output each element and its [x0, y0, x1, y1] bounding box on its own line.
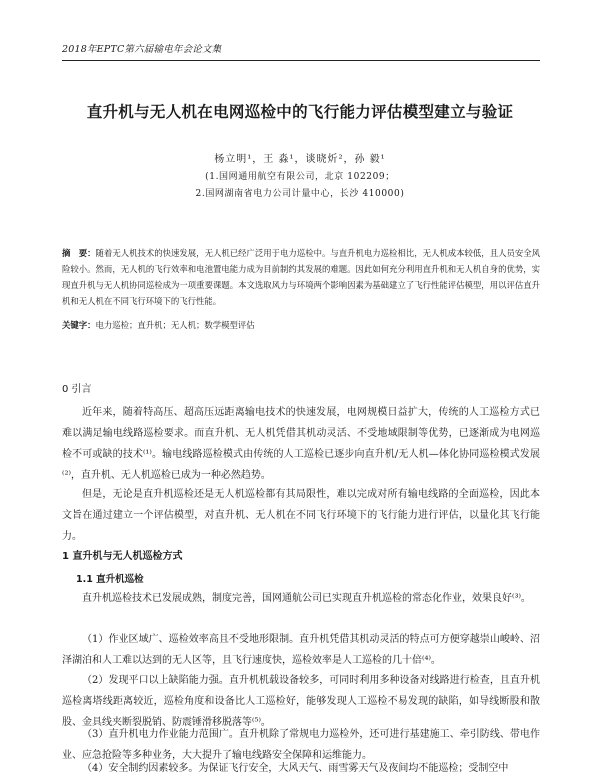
keywords-text: 电力巡检；直升机；无人机；数学模型评估 — [95, 320, 255, 330]
list-item-2: （2）发现平口以上缺陷能力强。直升机机载设备较多，可同时利用多种设备对线路进行检查，且直升机巡检离塔线距离较近，巡检角度和设备比人工巡检好，能够发现人工巡检不易发现的缺陷，如导线断股和散股、金具线夹断裂脱销、防震锤滑移脱落等⁽⁵⁾。 — [62, 675, 540, 728]
intro-paragraph-2: 但是，无论是直升机巡检还是无人机巡检都有其局限性，难以完成对所有输电线路的全面巡检，因此本文旨在通过建立一个评估模型，对直升机、无人机在不同飞行环境下的飞行能力进行评估，以量化其飞行能力。 — [62, 489, 540, 542]
list-item-4: （4）安全制约因素较多。为保证飞行安全，大风天气、雨雪雾天气及夜间均不能巡检；受制空中 — [82, 763, 509, 774]
keywords-label: 关键字： — [62, 320, 96, 330]
subsection-heading-1-1: 1.1 直升机巡检 — [76, 574, 144, 585]
affiliation-1: (1.国网通用航空有限公司，北京 102209； — [205, 172, 395, 182]
keywords — [62, 319, 540, 331]
abstract — [62, 245, 540, 309]
header-divider — [62, 60, 540, 61]
list-item-1: （1）作业区域广、巡检效率高且不受地形限制。直升机凭借其机动灵活的特点可方便穿越崇山峻岭、沼泽湖泊和人工难以达到的无人区等，且飞行速度快，巡检效率是人工巡检的几十倍⁽⁴⁾。 — [62, 634, 540, 666]
abstract-label: 摘 要： — [62, 248, 96, 258]
section-heading-intro: 0 引言 — [62, 384, 92, 395]
abstract-text: 随着无人机技术的快速发展，无人机已经广泛用于电力巡检中。与直升机电力巡检相比，无人机成本较低，且人员安全风险较小。然而，无人机的飞行效率和电池置电能力成为目前制约其发展的难题。因此如何充分利用直升机和无人机自身的优势，实现直升机与无人机协同巡检成为一项重要课题。本文选取风力与环境两个影响因素为基础建立了飞行性能评估模型，用以评估直升机和无人机在不同飞行环境下的飞行性能。 — [62, 248, 540, 306]
paper-title: 直升机与无人机在电网巡检中的飞行能力评估模型建立与验证 — [86, 103, 514, 121]
running-header: 2018年EPTC第六届输电年会论文集 — [62, 44, 222, 55]
intro-paragraph-1: 近年来，随着特高压、超高压远距离输电技术的快速发展，电网规模日益扩大，传统的人工巡检方式已难以满足输电线路巡检要求。而直升机、无人机凭借其机动灵活、不受地域限制等优势，已逐渐成为电网巡检不可或缺的技术⁽¹⁾。输电线路巡检模式由传统的人工巡检已逐步向直升机/无人机—体化协同巡检模式发展⁽²⁾，直升机、无人机巡检已成为一种必然趋势。 — [62, 407, 540, 481]
author-list: 杨立明¹，王 淼¹，谈晓炘²，孙 毅¹ — [214, 154, 386, 165]
affiliation-2: 2.国网湖南省电力公司计量中心，长沙 410000) — [195, 189, 405, 199]
list-item-3: （3）直升机电力作业能力范围广。直升机除了常规电力巡检外，还可进行基建施工、牵引防线、带电作业、应急抢险等多种业务，大大提升了输电线路安全保障和运维能力。 — [62, 729, 540, 761]
section-1-1-paragraph: 直升机巡检技术已发展成熟，制度完善，国网通航公司已实现直升机巡检的常态化作业，效果良好⁽³⁾。 — [82, 593, 531, 604]
section-heading-1: 1 直升机与无人机巡检方式 — [62, 551, 183, 562]
